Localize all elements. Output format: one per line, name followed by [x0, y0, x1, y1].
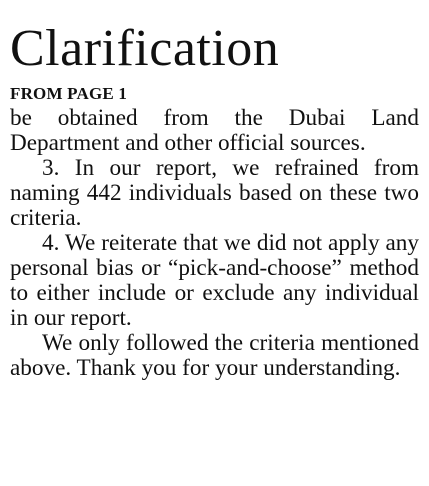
continuation-label: FROM PAGE 1 — [10, 84, 128, 103]
headline: Clarification — [10, 20, 280, 77]
article-body — [10, 106, 419, 381]
paragraph-continued: be obtained from the Dubai Land Department and other official sources. — [10, 105, 419, 156]
paragraph-closing: We only followed the criteria mentioned above. Thank you for your understanding. — [10, 330, 419, 381]
paragraph-point-4: 4. We reiterate that we did not apply any personal bias or “pick-and-choose” method to either include or exclude any individual in our report. — [10, 230, 419, 331]
paragraph-point-3: 3. In our report, we refrained from naming 442 individuals based on these two criteria. — [10, 155, 419, 231]
